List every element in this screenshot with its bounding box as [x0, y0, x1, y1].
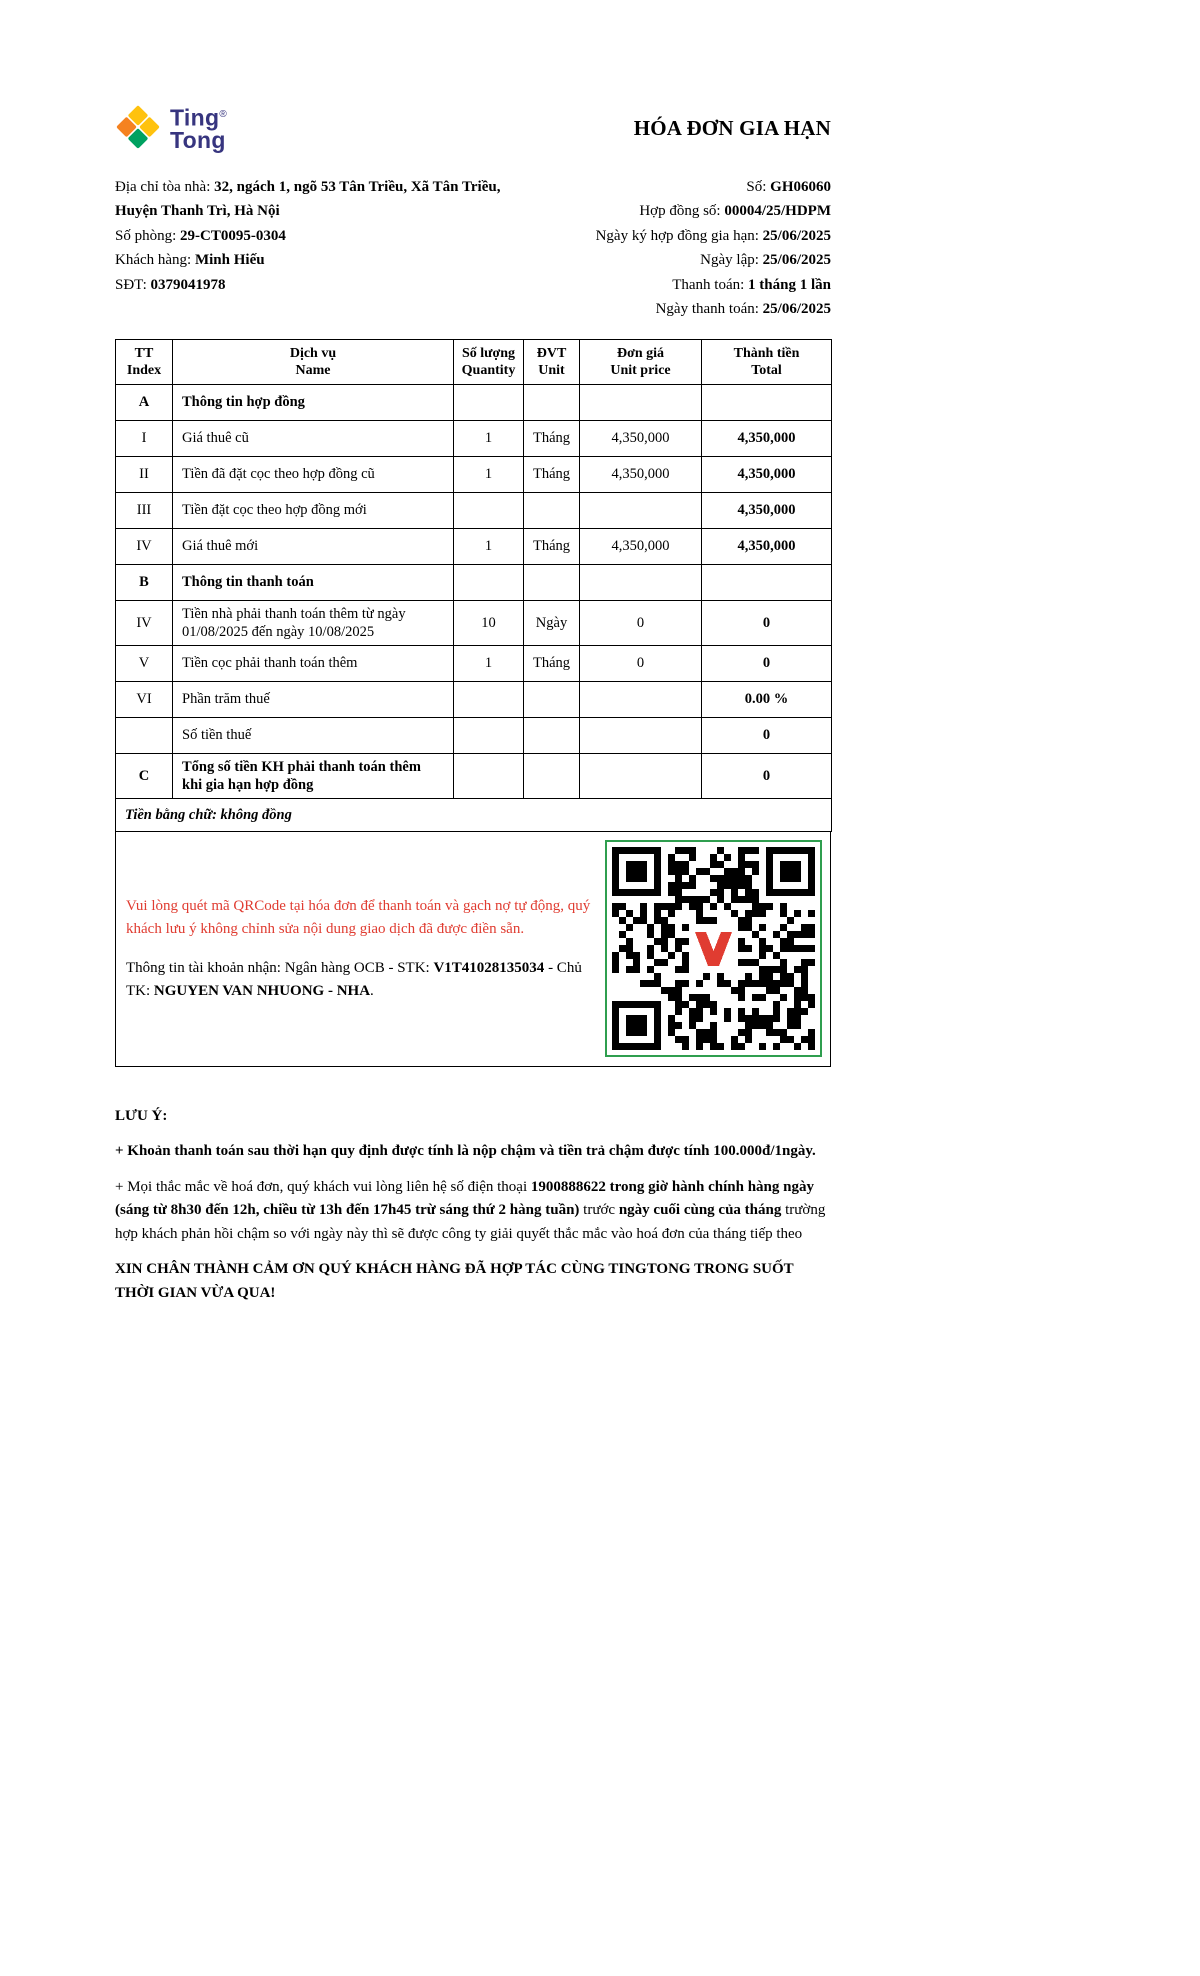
info-line: [115, 175, 507, 224]
logo-text: [170, 104, 227, 151]
cell-qty: [454, 564, 524, 600]
cell-total: 0: [702, 717, 832, 753]
cell-qty: 1: [454, 645, 524, 681]
cell-qty: 1: [454, 420, 524, 456]
cell-price: 4,350,000: [580, 456, 702, 492]
info-value: 1 tháng 1 lần: [748, 276, 831, 293]
cell-name: Giá thuê cũ: [173, 420, 454, 456]
cell-total: 0: [702, 600, 832, 645]
cell-index: B: [116, 564, 173, 600]
notes-section: [115, 1105, 831, 1306]
info-line: [596, 273, 831, 298]
cell-unit: [524, 492, 580, 528]
account-info-text: [126, 957, 592, 1003]
qr-code: [605, 840, 822, 1057]
qr-instruction-text: Vui lòng quét mã QRCode tại hóa đơn để thanh toán và gạch nợ tự động, quý khách lưu ý không chỉnh sửa nội dung giao dịch đã được điền sẵn.: [126, 897, 591, 937]
cell-total: 0: [702, 753, 832, 798]
text-segment: - Chủ TK:: [126, 959, 582, 999]
cell-unit: [524, 564, 580, 600]
cell-unit: [524, 384, 580, 420]
cell-qty: [454, 384, 524, 420]
tingtong-logo-icon: [115, 104, 161, 150]
info-label: Khách hàng:: [115, 252, 195, 269]
note-paragraph: [115, 1140, 831, 1164]
logo-word-ting: Ting: [170, 104, 220, 131]
table-row: [116, 528, 832, 564]
cell-total: [702, 384, 832, 420]
cell-unit: [524, 681, 580, 717]
column-header: Thành tiền Total: [702, 339, 832, 384]
cell-unit: Tháng: [524, 420, 580, 456]
info-value: 25/06/2025: [762, 227, 831, 244]
info-value: 0379041978: [150, 276, 226, 293]
cell-name: Số tiền thuế: [173, 717, 454, 753]
cell-total: 4,350,000: [702, 528, 832, 564]
cell-index: II: [116, 456, 173, 492]
cell-qty: 1: [454, 456, 524, 492]
cell-name: Thông tin hợp đồng: [173, 384, 454, 420]
info-value: GH06060: [770, 178, 831, 195]
text-segment: trước: [579, 1202, 619, 1219]
info-value: 29-CT0095-0304: [180, 227, 286, 244]
column-header: Đơn giá Unit price: [580, 339, 702, 384]
cell-price: [580, 564, 702, 600]
info-label: Thanh toán:: [672, 276, 749, 293]
qr-code-svg: [612, 847, 815, 1050]
info-line: [596, 248, 831, 273]
info-label: Ngày ký hợp đồng gia hạn:: [595, 227, 763, 244]
note-paragraph: [115, 1176, 831, 1247]
table-row: [116, 681, 832, 717]
table-row: [116, 420, 832, 456]
cell-index: A: [116, 384, 173, 420]
note-paragraph: [115, 1258, 831, 1305]
info-label: Số:: [746, 178, 771, 195]
amount-in-words-row: [116, 798, 832, 831]
cell-price: 4,350,000: [580, 528, 702, 564]
amount-in-words: Tiền bằng chữ: không đồng: [116, 798, 832, 831]
cell-price: [580, 492, 702, 528]
cell-qty: [454, 717, 524, 753]
cell-index: IV: [116, 600, 173, 645]
table-header-row: [116, 339, 832, 384]
invoice-meta-column: [596, 175, 831, 322]
cell-unit: Tháng: [524, 645, 580, 681]
info-value: 25/06/2025: [762, 252, 831, 269]
notes-heading: LƯU Ý:: [115, 1107, 168, 1124]
column-header: Số lượng Quantity: [454, 339, 524, 384]
services-table: [115, 339, 832, 832]
cell-qty: [454, 681, 524, 717]
cell-price: 0: [580, 600, 702, 645]
info-line: [596, 199, 831, 224]
table-row: [116, 456, 832, 492]
info-label: SĐT:: [115, 276, 151, 293]
table-row: [116, 492, 832, 528]
table-row: [116, 717, 832, 753]
cell-name: Tổng số tiền KH phải thanh toán thêm khi gia hạn hợp đồng: [173, 753, 454, 798]
text-segment: V1T41028135034: [433, 959, 545, 976]
cell-index: C: [116, 753, 173, 798]
cell-price: [580, 717, 702, 753]
cell-qty: [454, 753, 524, 798]
text-segment: + Mọi thắc mắc về hoá đơn, quý khách vui lòng liên hệ số điện thoại: [115, 1178, 531, 1195]
building-info-column: [115, 175, 507, 322]
cell-price: 0: [580, 645, 702, 681]
column-header: TT Index: [116, 339, 173, 384]
cell-total: 4,350,000: [702, 420, 832, 456]
info-line: [115, 224, 507, 249]
table-row: [116, 753, 832, 798]
table-row: [116, 600, 832, 645]
info-value: 00004/25/HDPM: [724, 203, 831, 220]
tingtong-logo: [115, 104, 227, 151]
cell-index: V: [116, 645, 173, 681]
cell-index: VI: [116, 681, 173, 717]
invoice-page: [115, 104, 831, 1305]
registered-mark: ®: [219, 109, 227, 120]
cell-name: Tiền cọc phải thanh toán thêm: [173, 645, 454, 681]
info-value: 32, ngách 1, ngõ 53 Tân Triều, Xã Tân Triều, Huyện Thanh Trì, Hà Nội: [115, 178, 501, 220]
cell-qty: 10: [454, 600, 524, 645]
cell-name: Tiền nhà phải thanh toán thêm từ ngày 01/08/2025 đến ngày 10/08/2025: [173, 600, 454, 645]
cell-qty: [454, 492, 524, 528]
cell-index: [116, 717, 173, 753]
doc-header: [115, 104, 831, 151]
cell-unit: Ngày: [524, 600, 580, 645]
info-value: 25/06/2025: [762, 301, 831, 318]
info-line: [596, 297, 831, 322]
info-line: [596, 175, 831, 200]
table-row: [116, 564, 832, 600]
cell-unit: [524, 753, 580, 798]
text-segment: NGUYEN VAN NHUONG - NHA: [153, 982, 371, 999]
text-segment: Thông tin tài khoản nhận: Ngân hàng OCB - STK:: [126, 959, 434, 976]
info-label: Hợp đồng số:: [639, 203, 725, 220]
table-row: [116, 645, 832, 681]
info-label: Địa chỉ tòa nhà:: [115, 178, 215, 195]
cell-total: 0.00 %: [702, 681, 832, 717]
text-segment: + Khoản thanh toán sau thời hạn quy định được tính là nộp chậm và tiền trả chậm được tính 100.000đ/1ngày.: [115, 1143, 816, 1160]
column-header: ĐVT Unit: [524, 339, 580, 384]
info-section: [115, 175, 831, 322]
notes-paragraphs: [115, 1140, 831, 1305]
cell-unit: Tháng: [524, 456, 580, 492]
cell-total: [702, 564, 832, 600]
cell-qty: 1: [454, 528, 524, 564]
payment-text-block: [126, 895, 592, 1003]
cell-total: 4,350,000: [702, 492, 832, 528]
text-segment: 1900888622 trong giờ hành chính hàng ngày (sáng từ 8h30 đến 12h, chiều từ 13h đến 17h45 trừ sáng thứ 2 hàng tuần): [115, 1178, 814, 1219]
info-label: Số phòng:: [115, 227, 181, 244]
cell-name: Phần trăm thuế: [173, 681, 454, 717]
cell-unit: Tháng: [524, 528, 580, 564]
cell-name: Giá thuê mới: [173, 528, 454, 564]
invoice-title: HÓA ĐƠN GIA HẠN: [633, 116, 831, 140]
info-value: Minh Hiếu: [194, 252, 265, 269]
cell-price: [580, 753, 702, 798]
cell-price: [580, 681, 702, 717]
cell-index: I: [116, 420, 173, 456]
text-segment: .: [370, 982, 374, 999]
info-label: Ngày lập:: [700, 252, 763, 269]
info-line: [115, 273, 507, 298]
info-line: [596, 224, 831, 249]
cell-unit: [524, 717, 580, 753]
text-segment: ngày cuối cùng của tháng: [618, 1202, 782, 1219]
cell-name: Thông tin thanh toán: [173, 564, 454, 600]
cell-name: Tiền đặt cọc theo hợp đồng mới: [173, 492, 454, 528]
text-segment: XIN CHÂN THÀNH CẢM ƠN QUÝ KHÁCH HÀNG ĐÃ HỢP TÁC CÙNG TINGTONG TRONG SUỐT THỜI GIAN VỪA QUA!: [115, 1261, 794, 1301]
logo-word-tong: Tong: [170, 126, 226, 153]
cell-price: [580, 384, 702, 420]
cell-total: 4,350,000: [702, 456, 832, 492]
text-segment: trường hợp khách phản hồi chậm so với ngày này thì sẽ được công ty giải quyết thắc mắc vào hoá đơn của tháng tiếp theo: [115, 1202, 826, 1242]
column-header: Dịch vụ Name: [173, 339, 454, 384]
cell-index: III: [116, 492, 173, 528]
payment-section: [115, 831, 831, 1067]
table-row: [116, 384, 832, 420]
cell-name: Tiền đã đặt cọc theo hợp đồng cũ: [173, 456, 454, 492]
cell-index: IV: [116, 528, 173, 564]
cell-total: 0: [702, 645, 832, 681]
cell-price: 4,350,000: [580, 420, 702, 456]
info-label: Ngày thanh toán:: [655, 301, 763, 318]
info-line: [115, 248, 507, 273]
